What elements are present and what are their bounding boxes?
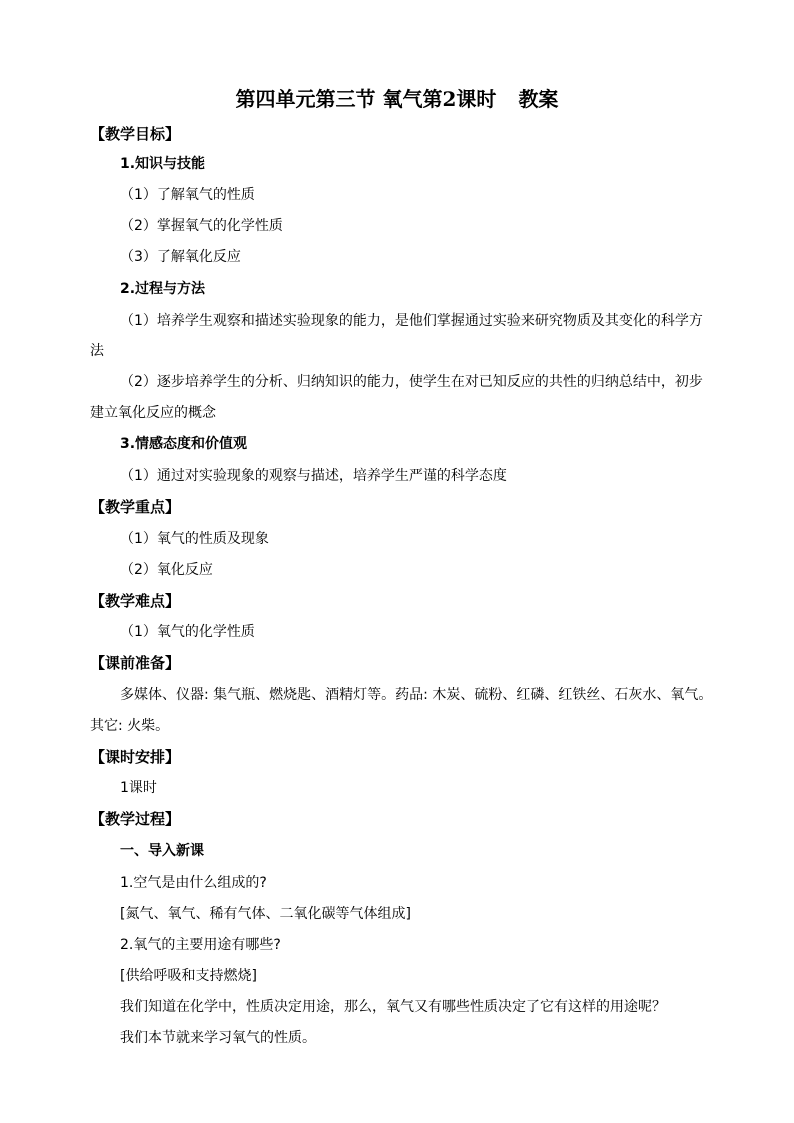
- process-part-heading: 一、导入新课: [120, 843, 204, 859]
- goal-item: （2）掌握氧气的化学性质: [120, 218, 283, 234]
- goal-item: （1）了解氧气的性质: [120, 187, 255, 203]
- process-text: 我们本节就来学习氧气的性质。: [120, 1030, 316, 1046]
- title-suffix: 教案: [518, 87, 559, 111]
- section-heading-difficulties: 【教学难点】: [90, 592, 181, 610]
- process-text: 我们知道在化学中，性质决定用途，那么，氧气又有哪些性质决定了它有这样的用途呢？: [120, 999, 666, 1015]
- key-point-item: （2）氧化反应: [120, 562, 213, 578]
- title-main: 第四单元第三节 氧气第2课时: [235, 87, 497, 111]
- section-heading-process: 【教学过程】: [90, 810, 181, 828]
- goal-item-continued: 法: [90, 343, 104, 359]
- goal-item: （2）逐步培养学生的分析、归纳知识的能力，使学生在对已知反应的共性的归纳总结中，初步: [120, 374, 703, 390]
- section-heading-goals: 【教学目标】: [90, 125, 181, 143]
- goal-item: （1）培养学生观察和描述实验现象的能力，是他们掌握通过实验来研究物质及其变化的科学方: [120, 313, 703, 329]
- goal-item: （3）了解氧化反应: [120, 249, 241, 265]
- preparation-text: 多媒体、仪器: 集气瓶、燃烧匙、酒精灯等。药品: 木炭、硫粉、红磷、红铁丝、石灰水、氧气。: [120, 687, 713, 703]
- key-point-item: （1）氧气的性质及现象: [120, 531, 269, 547]
- process-question: 1.空气是由什么组成的?: [120, 875, 267, 891]
- section-heading-key-points: 【教学重点】: [90, 498, 181, 516]
- goal-item-continued: 建立氧化反应的概念: [90, 405, 216, 421]
- schedule-text: 1课时: [120, 780, 157, 796]
- section-heading-schedule: 【课时安排】: [90, 748, 181, 766]
- difficulty-item: （1）氧气的化学性质: [120, 624, 255, 640]
- goal-subheading-process: 2.过程与方法: [120, 281, 206, 297]
- process-answer: [氮气、氧气、稀有气体、二氧化碳等气体组成]: [120, 906, 411, 922]
- process-question: 2.氧气的主要用途有哪些?: [120, 937, 281, 953]
- goal-subheading-attitude: 3.情感态度和价值观: [120, 436, 248, 452]
- goal-subheading-knowledge: 1.知识与技能: [120, 156, 206, 172]
- document-title: [0, 86, 794, 112]
- preparation-text-continued: 其它: 火柴。: [90, 718, 170, 734]
- section-heading-preparation: 【课前准备】: [90, 654, 181, 672]
- goal-item: （1）通过对实验现象的观察与描述，培养学生严谨的科学态度: [120, 468, 507, 484]
- process-answer: [供给呼吸和支持燃烧]: [120, 968, 257, 984]
